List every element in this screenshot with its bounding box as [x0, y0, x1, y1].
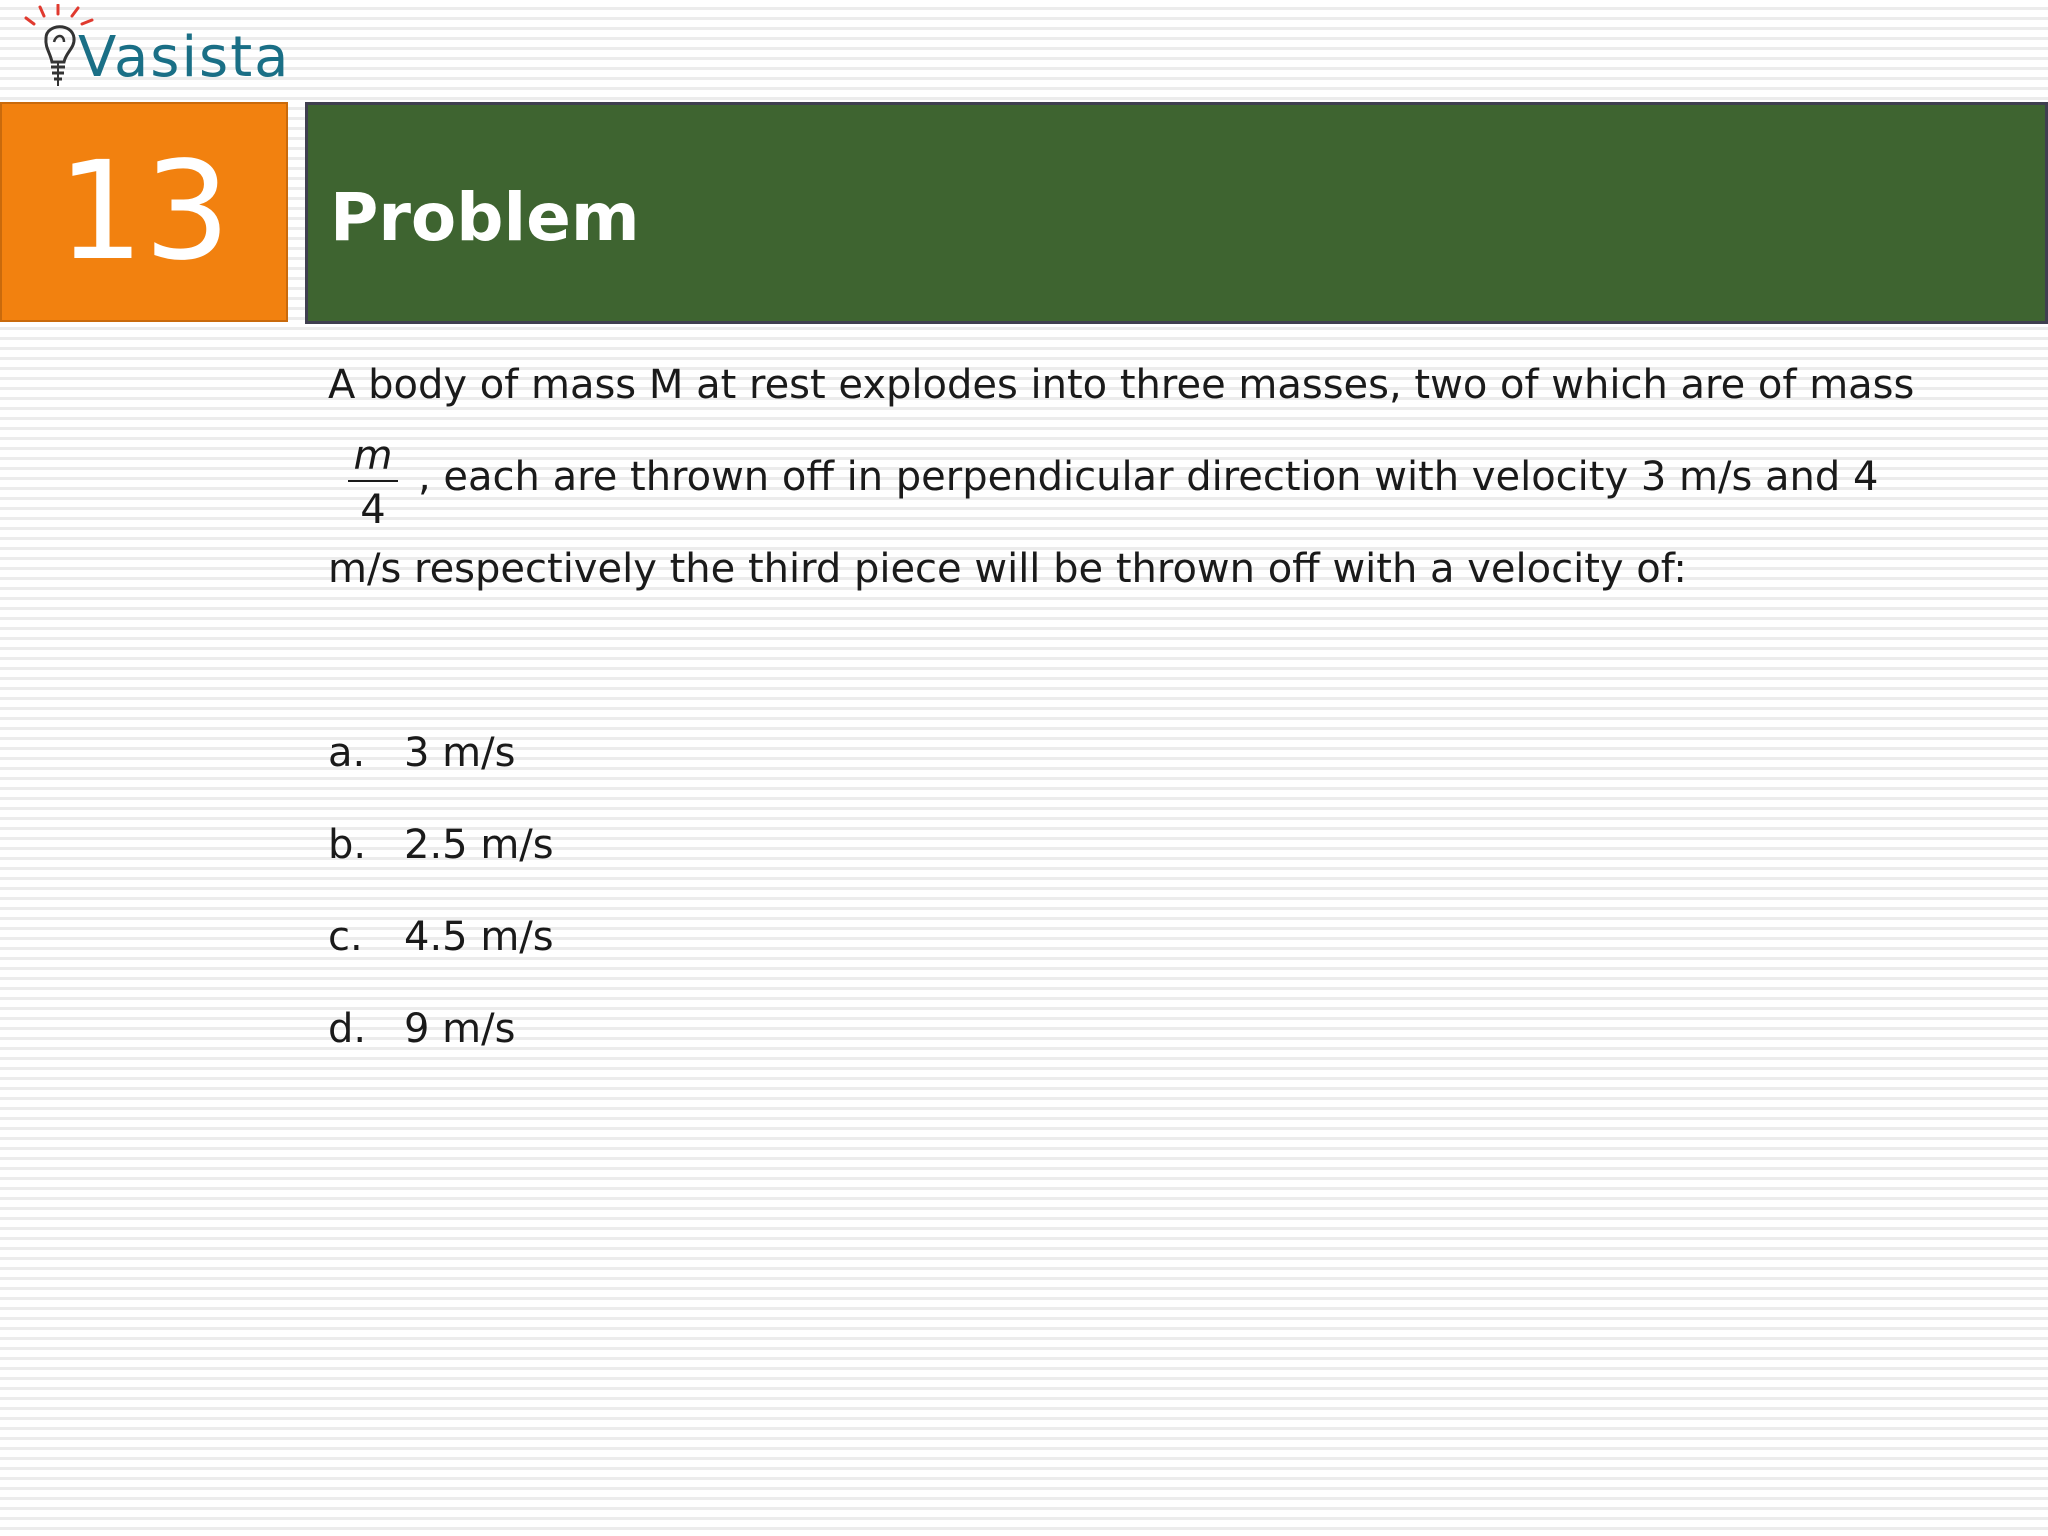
slide-number-box	[0, 102, 288, 322]
slide-title: Problem	[330, 178, 640, 256]
vasista-logo	[20, 4, 290, 96]
fraction-denominator: 4	[360, 487, 386, 533]
option-a[interactable]	[328, 730, 515, 776]
option-letter: d.	[328, 1006, 367, 1052]
problem-line-2: , each are thrown off in perpendicular direction with velocity 3 m/s and 4	[418, 454, 1879, 500]
option-text: 3 m/s	[404, 730, 516, 776]
option-text: 9 m/s	[404, 1006, 516, 1052]
logo-wordmark: Vasista	[78, 25, 291, 90]
option-c[interactable]	[328, 914, 554, 960]
title-bar	[305, 102, 2048, 324]
problem-line-1: A body of mass M at rest explodes into three masses, two of which are of mass	[328, 362, 1915, 408]
mass-fraction	[348, 434, 398, 532]
option-letter: a.	[328, 730, 366, 776]
option-d[interactable]	[328, 1006, 515, 1052]
option-text: 4.5 m/s	[404, 914, 554, 960]
option-text: 2.5 m/s	[404, 822, 554, 868]
problem-line-3: m/s respectively the third piece will be thrown off with a velocity of:	[328, 546, 1687, 592]
fraction-bar	[348, 480, 398, 482]
fraction-numerator: m	[353, 433, 393, 479]
option-letter: b.	[328, 822, 367, 868]
option-letter: c.	[328, 914, 363, 960]
slide-number: 13	[57, 133, 231, 291]
option-b[interactable]	[328, 822, 554, 868]
